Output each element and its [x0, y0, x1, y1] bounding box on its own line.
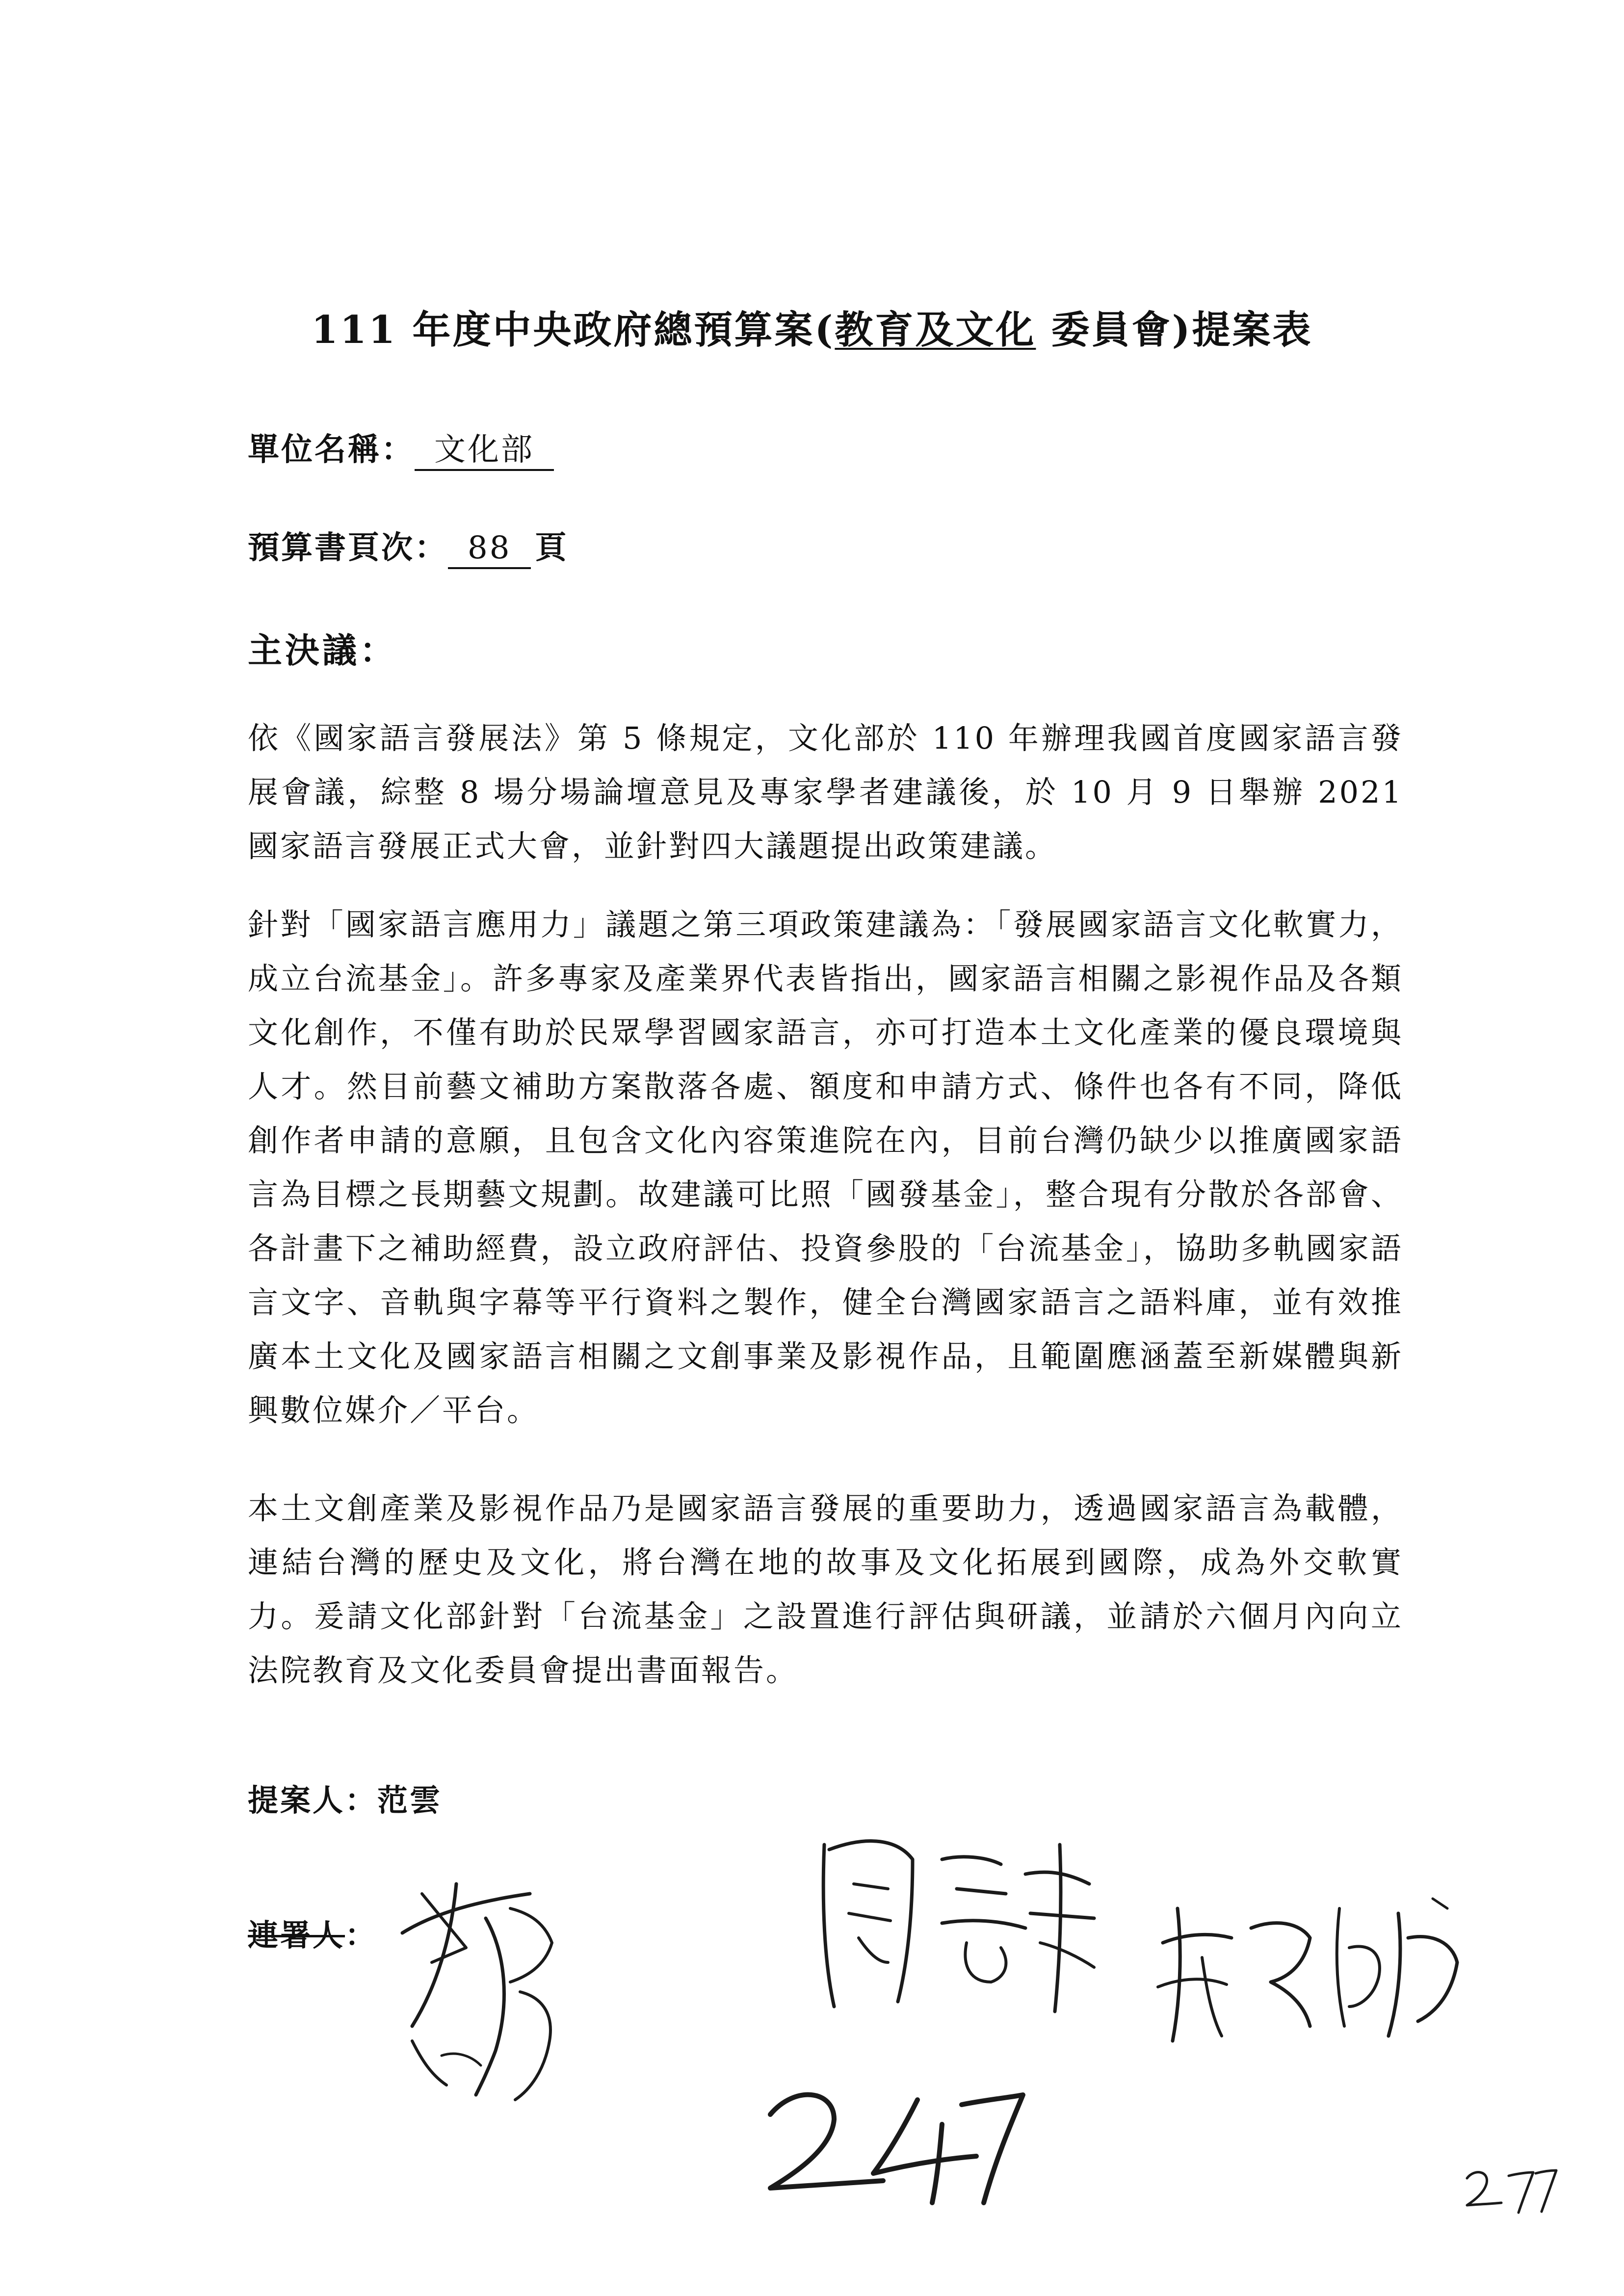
proposer-label: 提案人：	[248, 1782, 378, 1818]
proposer	[248, 1776, 442, 1820]
handwritten-number-247	[756, 2065, 1030, 2213]
budget-page-label: 預算書頁次：	[248, 529, 448, 566]
resolution-heading: 主決議：	[248, 630, 397, 671]
cosigners-label-struck: 連署人	[248, 1917, 345, 1953]
signature-1	[383, 1864, 589, 2119]
unit-label: 單位名稱：	[248, 431, 415, 468]
paragraph-1: 依《國家語言發展法》第 5 條規定，文化部於 110 年辦理我國首度國家語言發展會議，綜整 8 場分場論壇意見及專家學者建議後，於 10 月 9 日舉辦 2021 國家語言發展正式大會，並針對四大議題提出政策建議。	[248, 720, 1403, 864]
budget-page-unit: 頁	[535, 529, 569, 566]
form-title: 111 年度中央政府總預算案(教育及文化 委員會)提案表	[311, 308, 1313, 352]
committee-name: 教育及文化	[835, 308, 1036, 352]
cosigners-label: 連署人：	[248, 1917, 378, 1953]
paragraph-3: 本土文創產業及影視作品乃是國家語言發展的重要助力，透過國家語言為載體，連結台灣的歷史及文化，將台灣在地的故事及文化拓展到國際，成為外交軟實力。爰請文化部針對「台流基金」之設置進行評估與研議，並請於六個月內向立法院教育及文化委員會提出書面報告。	[248, 1490, 1403, 1688]
unit-value: 文化部	[415, 433, 554, 471]
signature-3	[1143, 1879, 1477, 2056]
budget-page-field	[248, 522, 568, 569]
paragraph-2: 針對「國家語言應用力」議題之第三項政策建議為：「發展國家語言文化軟實力，成立台流基金」。許多專家及產業界代表皆指出，國家語言相關之影視作品及各類文化創作，不僅有助於民眾學習國家語言，亦可打造本土文化產業的優良環境與人才。然目前藝文補助方案散落各處、額度和申請方式、條件也各有不同，降低創作者申請的意願，且包含文化內容策進院在內，目前台灣仍缺少以推廣國家語言為目標之長期藝文規劃。故建議可比照「國發基金」，整合現有分散於各部會、各計畫下之補助經費，設立政府評估、投資參股的「台流基金」，協助多軌國家語言文字、音軌與字幕等平行資料之製作，健全台灣國家語言之語料庫，並有效推廣本土文化及國家語言相關之文創事業及影視作品，且範圍應涵蓋至新媒體與新興數位媒介／平台。	[248, 907, 1403, 1428]
signature-2	[795, 1815, 1109, 2021]
unit-field	[248, 424, 554, 471]
handwritten-number-277	[1462, 2159, 1560, 2218]
proposer-name: 范雲	[377, 1782, 443, 1818]
budget-page-value: 88	[448, 531, 531, 569]
